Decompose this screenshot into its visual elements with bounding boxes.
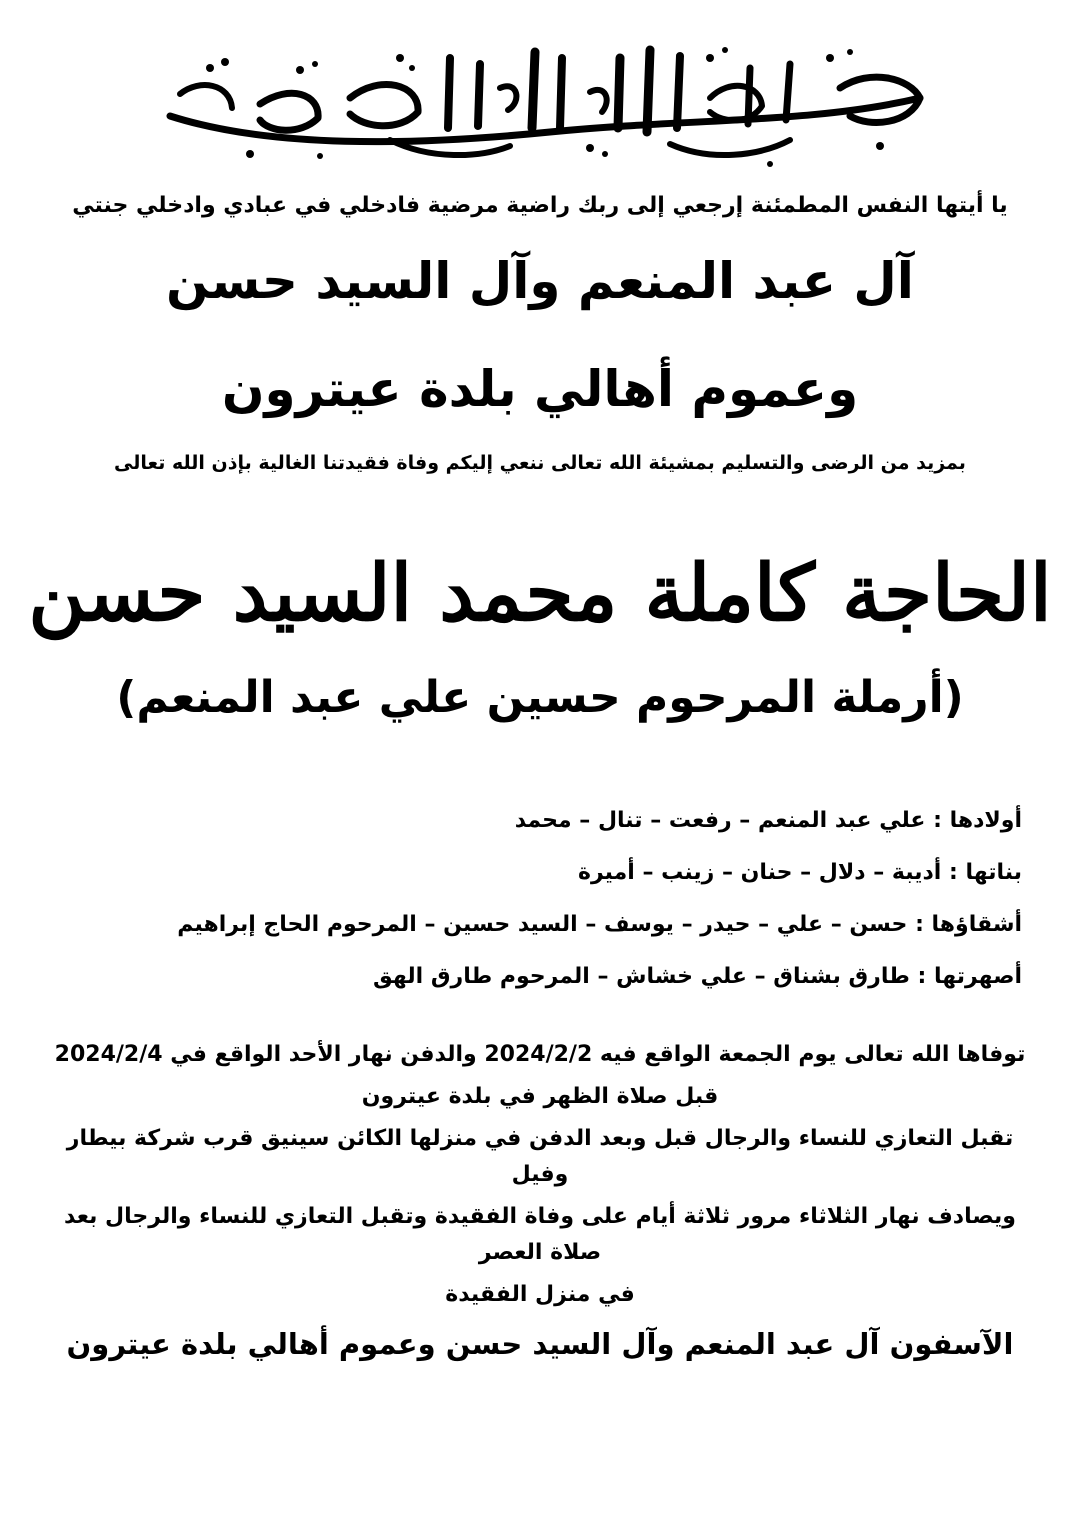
funeral-date-line: توفاها الله تعالى يوم الجمعة الواقع فيه 2024/2/2 والدفن نهار الأحد الواقع في 2024/2/4 (54, 1042, 1026, 1067)
widow-of-line: (أرملة المرحوم حسين علي عبد المنعم) (116, 672, 964, 723)
condolences-line: تقبل التعازي للنساء والرجال قبل وبعد الدفن في منزلها الكائن سينيق قرب شركة بيطار وفيل (66, 1126, 1014, 1187)
relatives-names: علي عبد المنعم – رفعت – تنال – محمد (514, 808, 926, 833)
relatives-list (177, 795, 1022, 1003)
closing-signature: الآسفون آل عبد المنعم وآل السيد حسن وعموم أهالي بلدة عيترون (66, 1327, 1014, 1361)
relatives-label: أولادها : (933, 808, 1022, 833)
relatives-label: بناتها : (948, 860, 1022, 885)
funeral-location-line: قبل صلاة الظهر في بلدة عيترون (361, 1084, 719, 1109)
relatives-label: أصهرتها : (917, 964, 1022, 989)
relatives-row-in-laws (202, 951, 1022, 1003)
village-heading: وعموم أهالي بلدة عيترون (221, 360, 859, 418)
families-heading: آل عبد المنعم وآل السيد حسن (166, 252, 914, 310)
relatives-names: أديبة – دلال – حنان – زينب – أميرة (577, 860, 942, 885)
relatives-names: حسن – علي – حيدر – يوسف – السيد حسين – المرحوم الحاج إبراهيم (177, 912, 908, 937)
relatives-names: طارق بشناق – علي خشاش – المرحوم طارق الهق (373, 964, 910, 989)
relatives-label: أشقاؤها : (915, 912, 1022, 937)
calligraphy-header-image (150, 28, 940, 178)
quran-verse: يا أيتها النفس المطمئنة إرجعي إلى ربك راضية مرضية فادخلي في عبادي وادخلي جنتي (72, 193, 1008, 218)
relatives-row-brothers (177, 899, 1022, 951)
deceased-name: الحاجة كاملة محمد السيد حسن (28, 548, 1052, 639)
third-day-location-line: في منزل الفقيدة (445, 1282, 635, 1307)
calligraphy-drawing (150, 28, 940, 178)
announcement-text: بمزيد من الرضى والتسليم بمشيئة الله تعالى ننعي إليكم وفاة فقيدتنا الغالية بإذن الله تعالى (114, 452, 966, 474)
funeral-details (40, 1037, 1040, 1313)
relatives-row-sons (202, 795, 1022, 847)
relatives-row-daughters (202, 847, 1022, 899)
third-day-line: ويصادف نهار الثلاثاء مرور ثلاثة أيام على وفاة الفقيدة وتقبل التعازي للنساء والرجال بعد صلاة العصر (64, 1204, 1016, 1265)
